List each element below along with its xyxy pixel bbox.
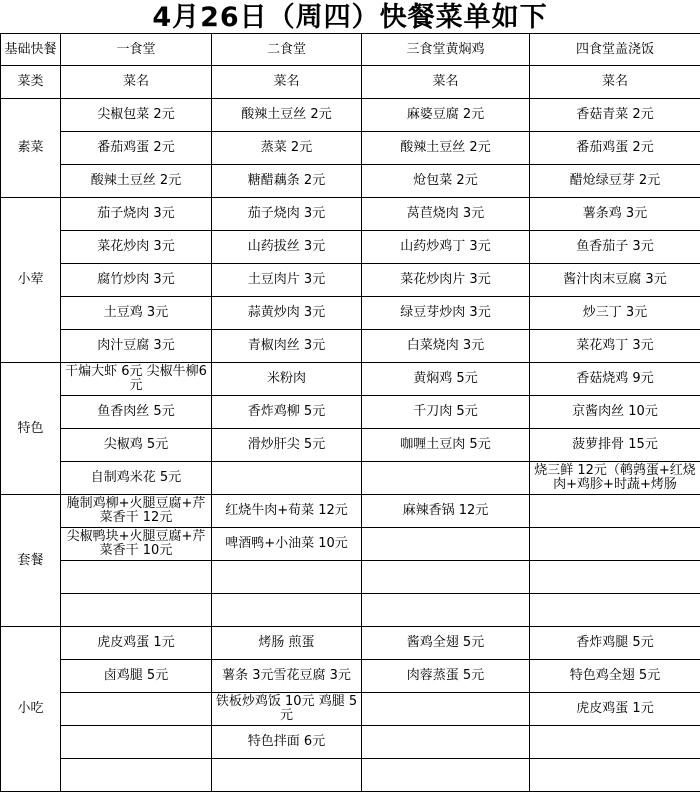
row-label: 菜类 <box>1 66 61 99</box>
dish-cell: 鱼香茄子 3元 <box>530 231 700 264</box>
dish-cell: 腌制鸡柳+火腿豆腐+芹菜香干 12元 <box>61 495 212 528</box>
dish-cell: 尖椒鸭块+火腿豆腐+芹菜香干 10元 <box>61 528 212 561</box>
dish-cell: 番茄鸡蛋 2元 <box>61 132 212 165</box>
dish-cell: 青椒肉丝 3元 <box>212 330 362 363</box>
category-cell: 小荤 <box>1 198 61 363</box>
menu-row <box>1 759 700 792</box>
dish-cell: 肉汁豆腐 3元 <box>61 330 212 363</box>
dish-cell: 铁板炒鸡饭 10元 鸡腿 5元 <box>212 693 362 726</box>
menu-row <box>1 495 700 528</box>
dish-cell: 蒜黄炒肉 3元 <box>212 297 362 330</box>
dish-cell <box>362 462 530 495</box>
dish-cell: 薯条鸡 3元 <box>530 198 700 231</box>
dish-cell: 米粉肉 <box>212 363 362 396</box>
menu-row <box>1 660 700 693</box>
canteen-header: 二食堂 <box>212 34 362 66</box>
dish-cell: 尖椒鸡 5元 <box>61 429 212 462</box>
dish-cell: 虎皮鸡蛋 1元 <box>530 693 700 726</box>
dish-cell: 咖喱土豆肉 5元 <box>362 429 530 462</box>
dish-cell <box>212 561 362 594</box>
dish-cell <box>362 726 530 759</box>
dish-cell: 菜花鸡丁 3元 <box>530 330 700 363</box>
dish-cell: 香炸鸡腿 5元 <box>530 627 700 660</box>
dish-cell: 特色鸡全翅 5元 <box>530 660 700 693</box>
menu-row <box>1 99 700 132</box>
dish-cell <box>61 726 212 759</box>
dish-cell: 茄子烧肉 3元 <box>212 198 362 231</box>
menu-row <box>1 693 700 726</box>
menu-row <box>1 363 700 396</box>
category-cell: 素菜 <box>1 99 61 198</box>
dish-cell: 酸辣土豆丝 2元 <box>212 99 362 132</box>
dish-cell: 山药炒鸡丁 3元 <box>362 231 530 264</box>
category-cell: 特色 <box>1 363 61 495</box>
dish-cell: 菠萝排骨 15元 <box>530 429 700 462</box>
dish-cell: 菜花炒肉片 3元 <box>362 264 530 297</box>
dish-cell: 酱鸡全翅 5元 <box>362 627 530 660</box>
category-cell: 套餐 <box>1 495 61 627</box>
corner-cell: 基础快餐 <box>1 34 61 66</box>
dish-cell: 炝包菜 2元 <box>362 165 530 198</box>
canteen-header: 四食堂盖浇饭 <box>530 34 700 66</box>
dish-cell <box>530 561 700 594</box>
menu-row <box>1 594 700 627</box>
dish-cell: 自制鸡米花 5元 <box>61 462 212 495</box>
menu-row <box>1 231 700 264</box>
dish-cell: 薯条 3元雪花豆腐 3元 <box>212 660 362 693</box>
dish-cell <box>61 561 212 594</box>
menu-row <box>1 528 700 561</box>
dish-cell: 炒三丁 3元 <box>530 297 700 330</box>
dish-cell: 千刀肉 5元 <box>362 396 530 429</box>
category-cell: 小吃 <box>1 627 61 792</box>
dish-cell: 烤肠 煎蛋 <box>212 627 362 660</box>
dish-cell: 蒸菜 2元 <box>212 132 362 165</box>
dish-cell: 香菇青菜 2元 <box>530 99 700 132</box>
dish-label: 菜名 <box>212 66 362 99</box>
menu-row <box>1 132 700 165</box>
dish-cell: 莴苣烧肉 3元 <box>362 198 530 231</box>
menu-row <box>1 165 700 198</box>
menu-row <box>1 396 700 429</box>
menu-row <box>1 726 700 759</box>
dish-cell <box>362 759 530 792</box>
dish-cell: 酸辣土豆丝 2元 <box>61 165 212 198</box>
dish-cell: 尖椒包菜 2元 <box>61 99 212 132</box>
dish-cell: 香菇烧鸡 9元 <box>530 363 700 396</box>
dish-cell: 绿豆芽炒肉 3元 <box>362 297 530 330</box>
dish-cell <box>530 495 700 528</box>
dish-cell: 滑炒肝尖 5元 <box>212 429 362 462</box>
menu-row <box>1 330 700 363</box>
menu-row <box>1 462 700 495</box>
header-row <box>1 34 700 66</box>
menu-row <box>1 297 700 330</box>
dish-cell <box>362 561 530 594</box>
dish-cell: 土豆肉片 3元 <box>212 264 362 297</box>
dish-cell: 菜花炒肉 3元 <box>61 231 212 264</box>
dish-cell: 肉蓉蒸蛋 5元 <box>362 660 530 693</box>
dish-cell: 酱汁肉末豆腐 3元 <box>530 264 700 297</box>
dish-cell: 茄子烧肉 3元 <box>61 198 212 231</box>
menu-row <box>1 627 700 660</box>
dish-cell: 香炸鸡柳 5元 <box>212 396 362 429</box>
dish-cell <box>61 594 212 627</box>
dish-cell: 干煸大虾 6元 尖椒牛柳6元 <box>61 363 212 396</box>
dish-cell <box>61 693 212 726</box>
dish-cell: 特色拌面 6元 <box>212 726 362 759</box>
dish-cell <box>362 594 530 627</box>
dish-cell: 白菜烧肉 3元 <box>362 330 530 363</box>
dish-cell <box>530 759 700 792</box>
dish-cell: 麻婆豆腐 2元 <box>362 99 530 132</box>
menu-row <box>1 264 700 297</box>
dish-label: 菜名 <box>362 66 530 99</box>
canteen-header: 一食堂 <box>61 34 212 66</box>
dish-cell <box>212 462 362 495</box>
dish-cell: 虎皮鸡蛋 1元 <box>61 627 212 660</box>
menu-row <box>1 429 700 462</box>
dish-cell: 黄焖鸡 5元 <box>362 363 530 396</box>
menu-row <box>1 198 700 231</box>
dish-cell <box>212 759 362 792</box>
dish-label: 菜名 <box>61 66 212 99</box>
dish-cell <box>212 594 362 627</box>
dish-cell <box>530 594 700 627</box>
dish-cell: 腐竹炒肉 3元 <box>61 264 212 297</box>
canteen-header: 三食堂黄焖鸡 <box>362 34 530 66</box>
dish-cell: 鱼香肉丝 5元 <box>61 396 212 429</box>
dish-cell <box>362 528 530 561</box>
page-title: 4月26日（周四）快餐菜单如下 <box>152 2 548 33</box>
menu-row <box>1 561 700 594</box>
dish-cell: 卤鸡腿 5元 <box>61 660 212 693</box>
dish-cell: 麻辣香锅 12元 <box>362 495 530 528</box>
dish-cell <box>530 528 700 561</box>
dish-cell: 酸辣土豆丝 2元 <box>362 132 530 165</box>
dish-cell: 啤酒鸭+小油菜 10元 <box>212 528 362 561</box>
dish-cell <box>362 693 530 726</box>
dish-cell: 京酱肉丝 10元 <box>530 396 700 429</box>
dish-cell: 醋炝绿豆芽 2元 <box>530 165 700 198</box>
dish-label: 菜名 <box>530 66 700 99</box>
dish-cell: 土豆鸡 3元 <box>61 297 212 330</box>
dish-cell <box>530 726 700 759</box>
dish-cell: 红烧牛肉+荀菜 12元 <box>212 495 362 528</box>
dish-cell: 番茄鸡蛋 2元 <box>530 132 700 165</box>
dish-cell: 山药拔丝 3元 <box>212 231 362 264</box>
dish-cell: 烧三鲜 12元（鹌鹑蛋+红烧肉+鸡胗+时蔬+烤肠 <box>530 462 700 495</box>
menu-table <box>0 33 700 792</box>
dish-cell: 糖醋藕条 2元 <box>212 165 362 198</box>
dish-cell <box>61 759 212 792</box>
subheader-row <box>1 66 700 99</box>
